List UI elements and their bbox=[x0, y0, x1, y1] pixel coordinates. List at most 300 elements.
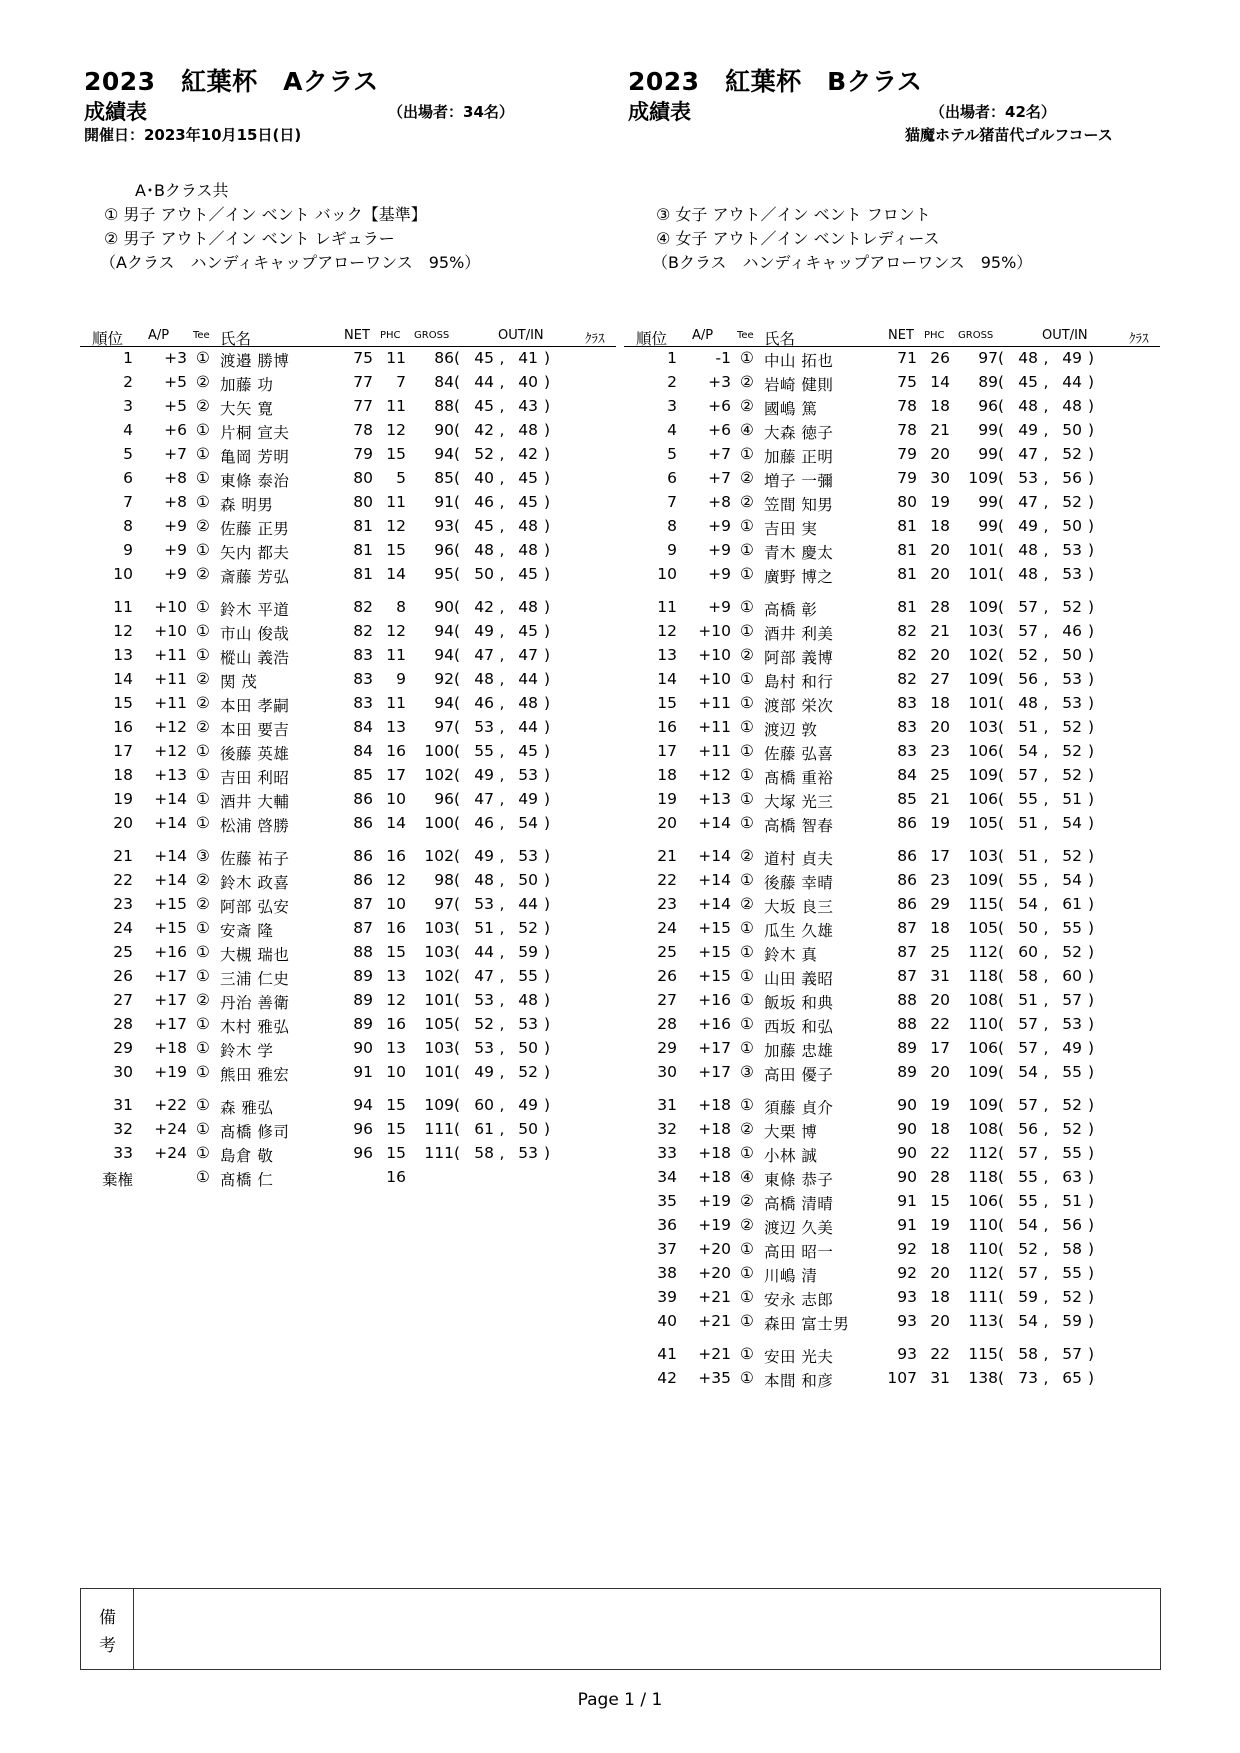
gross-cell: 96 bbox=[434, 790, 454, 808]
remarks-label bbox=[81, 1589, 134, 1669]
punctuation: ) bbox=[1088, 718, 1095, 736]
ap-cell: +21 bbox=[698, 1288, 731, 1306]
table-row bbox=[624, 1310, 1160, 1334]
gross-cell: 105 bbox=[968, 919, 998, 937]
table-row bbox=[624, 1367, 1160, 1391]
punctuation: ( bbox=[454, 1120, 461, 1138]
name-cell: 酒井 利美 bbox=[764, 625, 834, 643]
punctuation: ) bbox=[1088, 943, 1095, 961]
out-cell: 55 bbox=[1018, 1168, 1038, 1186]
in-cell: 52 bbox=[1062, 1120, 1082, 1138]
header-gross: GROSS bbox=[414, 330, 450, 341]
punctuation: , bbox=[499, 847, 505, 865]
tee-cell: ④ bbox=[740, 1168, 754, 1186]
gross-cell: 111 bbox=[424, 1120, 454, 1138]
in-cell: 57 bbox=[1062, 991, 1082, 1009]
net-cell: 83 bbox=[353, 694, 373, 712]
gross-cell: 103 bbox=[968, 718, 998, 736]
tee-cell: ① bbox=[740, 517, 754, 535]
gross-cell: 109 bbox=[968, 670, 998, 688]
ap-cell: +7 bbox=[164, 445, 187, 463]
rank-cell: 40 bbox=[657, 1312, 677, 1330]
gross-cell: 99 bbox=[978, 421, 998, 439]
in-cell: 53 bbox=[518, 1015, 538, 1033]
phc-cell: 18 bbox=[930, 919, 950, 937]
rank-cell: 24 bbox=[657, 919, 677, 937]
name-cell: 酒井 大輔 bbox=[220, 793, 290, 811]
ap-cell: +9 bbox=[164, 541, 187, 559]
phc-cell: 18 bbox=[930, 517, 950, 535]
punctuation: , bbox=[1043, 895, 1049, 913]
punctuation: , bbox=[1043, 421, 1049, 439]
punctuation: ) bbox=[1088, 919, 1095, 937]
punctuation: ) bbox=[1088, 1288, 1095, 1306]
tee-cell: ④ bbox=[740, 421, 754, 439]
out-cell: 53 bbox=[1018, 469, 1038, 487]
punctuation: ) bbox=[1088, 1345, 1095, 1363]
punctuation: ) bbox=[1088, 622, 1095, 640]
punctuation: ) bbox=[1088, 847, 1095, 865]
phc-cell: 19 bbox=[930, 1096, 950, 1114]
net-cell: 79 bbox=[897, 469, 917, 487]
in-cell: 52 bbox=[1062, 493, 1082, 511]
in-cell: 45 bbox=[518, 622, 538, 640]
rank-cell: 35 bbox=[657, 1192, 677, 1210]
name-cell: 加藤 正明 bbox=[764, 448, 834, 466]
punctuation: ( bbox=[454, 622, 461, 640]
in-cell: 49 bbox=[1062, 349, 1082, 367]
rank-cell: 7 bbox=[667, 493, 677, 511]
table-row bbox=[624, 419, 1160, 443]
out-cell: 48 bbox=[1018, 541, 1038, 559]
punctuation: , bbox=[499, 694, 505, 712]
punctuation: ) bbox=[1088, 1264, 1095, 1282]
rank-cell: 26 bbox=[657, 967, 677, 985]
ap-cell: +9 bbox=[164, 517, 187, 535]
gross-cell: 98 bbox=[434, 871, 454, 889]
notes-common: A･Bクラス共 bbox=[135, 181, 229, 200]
ap-cell: +18 bbox=[154, 1039, 187, 1057]
ap-cell: -1 bbox=[715, 349, 731, 367]
gross-cell: 113 bbox=[968, 1312, 998, 1330]
name-cell: 飯坂 和典 bbox=[764, 994, 834, 1012]
b-class-subtitle: 成績表 bbox=[628, 100, 691, 124]
net-cell: 92 bbox=[897, 1264, 917, 1282]
tee-cell: ① bbox=[740, 790, 754, 808]
out-cell: 73 bbox=[1018, 1369, 1038, 1387]
punctuation: , bbox=[499, 493, 505, 511]
table-row bbox=[624, 491, 1160, 515]
punctuation: ( bbox=[998, 598, 1005, 616]
out-cell: 45 bbox=[474, 517, 494, 535]
net-cell: 85 bbox=[897, 790, 917, 808]
table-row bbox=[80, 563, 616, 587]
name-cell: 矢内 都夫 bbox=[220, 544, 290, 562]
in-cell: 65 bbox=[1062, 1369, 1082, 1387]
out-cell: 53 bbox=[474, 991, 494, 1009]
rank-cell: 3 bbox=[123, 397, 133, 415]
out-cell: 58 bbox=[474, 1144, 494, 1162]
rank-cell: 21 bbox=[657, 847, 677, 865]
in-cell: 58 bbox=[1062, 1240, 1082, 1258]
gross-cell: 97 bbox=[434, 895, 454, 913]
header-tee: Tee bbox=[193, 330, 210, 341]
phc-cell: 15 bbox=[930, 1192, 950, 1210]
ap-cell: +11 bbox=[698, 742, 731, 760]
tee-cell: ① bbox=[740, 670, 754, 688]
rank-cell: 4 bbox=[667, 421, 677, 439]
name-cell: 髙橋 重裕 bbox=[764, 769, 834, 787]
ap-cell: +17 bbox=[698, 1039, 731, 1057]
out-cell: 60 bbox=[474, 1096, 494, 1114]
punctuation: ( bbox=[454, 718, 461, 736]
table-row bbox=[624, 668, 1160, 692]
out-cell: 53 bbox=[474, 1039, 494, 1057]
tee-cell: ① bbox=[196, 1096, 210, 1114]
punctuation: ) bbox=[544, 766, 551, 784]
table-row bbox=[80, 1061, 616, 1085]
name-cell: 片桐 宣夫 bbox=[220, 424, 290, 442]
table-row bbox=[624, 1166, 1160, 1190]
out-cell: 53 bbox=[474, 718, 494, 736]
out-cell: 55 bbox=[1018, 790, 1038, 808]
name-cell: 大塚 光三 bbox=[764, 793, 834, 811]
punctuation: , bbox=[499, 943, 505, 961]
net-cell: 83 bbox=[353, 646, 373, 664]
header-tee: Tee bbox=[737, 330, 754, 341]
punctuation: ( bbox=[998, 1264, 1005, 1282]
tee-cell: ② bbox=[196, 565, 210, 583]
in-cell: 53 bbox=[518, 1144, 538, 1162]
table-row bbox=[80, 812, 616, 836]
punctuation: ) bbox=[1088, 871, 1095, 889]
net-cell: 86 bbox=[897, 871, 917, 889]
rank-cell: 2 bbox=[667, 373, 677, 391]
punctuation: ( bbox=[998, 814, 1005, 832]
net-cell: 71 bbox=[897, 349, 917, 367]
punctuation: , bbox=[499, 718, 505, 736]
net-cell: 82 bbox=[897, 670, 917, 688]
table-row bbox=[80, 644, 616, 668]
name-cell: 阿部 弘安 bbox=[220, 898, 290, 916]
phc-cell: 25 bbox=[930, 766, 950, 784]
rank-cell: 41 bbox=[657, 1345, 677, 1363]
tee-cell: ① bbox=[196, 646, 210, 664]
net-cell: 77 bbox=[353, 397, 373, 415]
phc-cell: 11 bbox=[386, 694, 406, 712]
punctuation: ( bbox=[998, 790, 1005, 808]
phc-cell: 22 bbox=[930, 1015, 950, 1033]
punctuation: ( bbox=[998, 1168, 1005, 1186]
ap-cell: +10 bbox=[698, 670, 731, 688]
punctuation: , bbox=[499, 991, 505, 1009]
in-cell: 59 bbox=[518, 943, 538, 961]
punctuation: , bbox=[499, 790, 505, 808]
rank-cell: 12 bbox=[657, 622, 677, 640]
gross-cell: 112 bbox=[968, 943, 998, 961]
in-cell: 48 bbox=[1062, 397, 1082, 415]
punctuation: , bbox=[499, 742, 505, 760]
table-row bbox=[624, 371, 1160, 395]
tee-cell: ② bbox=[740, 493, 754, 511]
net-cell: 86 bbox=[897, 814, 917, 832]
tee-cell: ① bbox=[196, 598, 210, 616]
punctuation: , bbox=[499, 517, 505, 535]
punctuation: ) bbox=[1088, 397, 1095, 415]
rank-cell: 30 bbox=[657, 1063, 677, 1081]
punctuation: , bbox=[1043, 1120, 1049, 1138]
out-cell: 45 bbox=[1018, 373, 1038, 391]
gross-cell: 109 bbox=[968, 1096, 998, 1114]
net-cell: 82 bbox=[353, 598, 373, 616]
tee-notes-right bbox=[652, 203, 1032, 275]
phc-cell: 19 bbox=[930, 1216, 950, 1234]
gross-cell: 97 bbox=[434, 718, 454, 736]
out-cell: 52 bbox=[1018, 1240, 1038, 1258]
rank-cell: 1 bbox=[667, 349, 677, 367]
net-cell: 82 bbox=[897, 646, 917, 664]
net-cell: 83 bbox=[897, 742, 917, 760]
punctuation: , bbox=[499, 469, 505, 487]
table-row bbox=[624, 347, 1160, 371]
rank-cell: 23 bbox=[657, 895, 677, 913]
punctuation: , bbox=[1043, 670, 1049, 688]
tee-cell: ① bbox=[196, 766, 210, 784]
gross-cell: 112 bbox=[968, 1264, 998, 1282]
out-cell: 50 bbox=[1018, 919, 1038, 937]
tee-cell: ② bbox=[740, 469, 754, 487]
punctuation: ) bbox=[544, 694, 551, 712]
tee-cell: ① bbox=[740, 967, 754, 985]
punctuation: ) bbox=[1088, 1096, 1095, 1114]
net-cell: 81 bbox=[897, 565, 917, 583]
net-cell: 87 bbox=[897, 943, 917, 961]
rank-cell: 21 bbox=[113, 847, 133, 865]
gross-cell: 90 bbox=[434, 598, 454, 616]
header-rank: 順位 bbox=[92, 330, 124, 348]
header-class: ｸﾗｽ bbox=[1129, 332, 1149, 347]
name-cell: 廣野 博之 bbox=[764, 568, 834, 586]
phc-cell: 15 bbox=[386, 1144, 406, 1162]
phc-cell: 15 bbox=[386, 445, 406, 463]
table-row bbox=[624, 989, 1160, 1013]
net-cell: 88 bbox=[897, 991, 917, 1009]
header-out-in: OUT/IN bbox=[1042, 328, 1088, 343]
punctuation: ( bbox=[998, 694, 1005, 712]
table-row bbox=[624, 917, 1160, 941]
punctuation: ) bbox=[1088, 469, 1095, 487]
punctuation: ) bbox=[544, 919, 551, 937]
punctuation: ( bbox=[998, 1096, 1005, 1114]
phc-cell: 12 bbox=[386, 421, 406, 439]
punctuation: ( bbox=[998, 493, 1005, 511]
punctuation: ( bbox=[454, 646, 461, 664]
punctuation: , bbox=[1043, 541, 1049, 559]
phc-cell: 12 bbox=[386, 871, 406, 889]
rank-cell: 4 bbox=[123, 421, 133, 439]
punctuation: , bbox=[499, 565, 505, 583]
rank-cell: 10 bbox=[657, 565, 677, 583]
punctuation: ) bbox=[544, 814, 551, 832]
net-cell: 86 bbox=[353, 814, 373, 832]
gross-cell: 102 bbox=[424, 967, 454, 985]
gross-cell: 103 bbox=[968, 847, 998, 865]
gross-cell: 103 bbox=[424, 1039, 454, 1057]
punctuation: , bbox=[499, 871, 505, 889]
punctuation: , bbox=[1043, 397, 1049, 415]
net-cell: 91 bbox=[897, 1192, 917, 1210]
punctuation: ( bbox=[998, 469, 1005, 487]
net-cell: 87 bbox=[353, 895, 373, 913]
b-class-title: 2023 紅葉杯 Bクラス bbox=[628, 67, 923, 96]
gross-cell: 118 bbox=[968, 967, 998, 985]
out-cell: 57 bbox=[1018, 1015, 1038, 1033]
punctuation: ) bbox=[1088, 598, 1095, 616]
punctuation: ( bbox=[998, 1288, 1005, 1306]
in-cell: 49 bbox=[518, 790, 538, 808]
punctuation: ( bbox=[998, 1192, 1005, 1210]
a-class-results-table bbox=[80, 325, 616, 1190]
net-cell: 86 bbox=[353, 847, 373, 865]
venue: 猫魔ホテル猪苗代ゴルフコース bbox=[905, 126, 1113, 144]
punctuation: , bbox=[1043, 646, 1049, 664]
ap-cell: +15 bbox=[698, 919, 731, 937]
in-cell: 53 bbox=[1062, 541, 1082, 559]
rank-cell: 5 bbox=[123, 445, 133, 463]
tee-cell: ① bbox=[740, 814, 754, 832]
punctuation: ) bbox=[544, 742, 551, 760]
in-cell: 53 bbox=[1062, 1015, 1082, 1033]
out-cell: 58 bbox=[1018, 1345, 1038, 1363]
punctuation: , bbox=[1043, 1369, 1049, 1387]
punctuation: ( bbox=[998, 1369, 1005, 1387]
out-cell: 44 bbox=[474, 373, 494, 391]
remarks-box bbox=[80, 1588, 1161, 1670]
gross-cell: 102 bbox=[968, 646, 998, 664]
event-date: 開催日：2023年10月15日(日) bbox=[84, 126, 302, 144]
punctuation: ( bbox=[454, 1144, 461, 1162]
gross-cell: 115 bbox=[968, 895, 998, 913]
phc-cell: 9 bbox=[396, 670, 406, 688]
tee-cell: ① bbox=[740, 622, 754, 640]
gross-cell: 118 bbox=[968, 1168, 998, 1186]
gross-cell: 100 bbox=[424, 742, 454, 760]
punctuation: ) bbox=[544, 718, 551, 736]
ap-cell: +18 bbox=[698, 1168, 731, 1186]
table-row bbox=[80, 941, 616, 965]
out-cell: 54 bbox=[1018, 895, 1038, 913]
tee-cell: ② bbox=[740, 646, 754, 664]
gross-cell: 88 bbox=[434, 397, 454, 415]
out-cell: 53 bbox=[474, 895, 494, 913]
rank-cell: 19 bbox=[657, 790, 677, 808]
net-cell: 92 bbox=[897, 1240, 917, 1258]
net-cell: 90 bbox=[353, 1039, 373, 1057]
in-cell: 45 bbox=[518, 742, 538, 760]
punctuation: , bbox=[499, 541, 505, 559]
punctuation: , bbox=[1043, 373, 1049, 391]
punctuation: ) bbox=[1088, 1039, 1095, 1057]
tee-cell: ① bbox=[196, 967, 210, 985]
out-cell: 45 bbox=[474, 397, 494, 415]
gross-cell: 90 bbox=[434, 421, 454, 439]
rank-cell: 16 bbox=[657, 718, 677, 736]
punctuation: ( bbox=[454, 991, 461, 1009]
name-cell: 本田 孝嗣 bbox=[220, 697, 290, 715]
table-row bbox=[624, 1118, 1160, 1142]
ap-cell: +8 bbox=[708, 493, 731, 511]
gross-cell: 95 bbox=[434, 565, 454, 583]
punctuation: , bbox=[1043, 445, 1049, 463]
punctuation: , bbox=[1043, 814, 1049, 832]
ap-cell: +17 bbox=[154, 1015, 187, 1033]
phc-cell: 14 bbox=[930, 373, 950, 391]
punctuation: , bbox=[1043, 871, 1049, 889]
table-row bbox=[80, 1118, 616, 1142]
net-cell: 81 bbox=[897, 517, 917, 535]
ap-cell: +18 bbox=[698, 1144, 731, 1162]
punctuation: ( bbox=[998, 1039, 1005, 1057]
ap-cell: +14 bbox=[698, 814, 731, 832]
in-cell: 48 bbox=[518, 991, 538, 1009]
punctuation: ( bbox=[998, 847, 1005, 865]
rank-cell: 22 bbox=[113, 871, 133, 889]
out-cell: 58 bbox=[1018, 967, 1038, 985]
name-cell: 渡辺 敦 bbox=[764, 721, 818, 739]
punctuation: , bbox=[1043, 517, 1049, 535]
name-cell: 笠間 知男 bbox=[764, 496, 834, 514]
net-cell: 80 bbox=[353, 493, 373, 511]
net-cell: 79 bbox=[353, 445, 373, 463]
punctuation: ( bbox=[454, 766, 461, 784]
name-cell: 佐藤 弘喜 bbox=[764, 745, 834, 763]
note-line: ① 男子 アウト／イン ベント バック【基準】 bbox=[104, 205, 427, 224]
name-cell: 島村 和行 bbox=[764, 673, 834, 691]
b-class-entrants: （出場者：42名） bbox=[930, 103, 1056, 121]
tee-cell: ① bbox=[740, 1039, 754, 1057]
punctuation: ) bbox=[544, 847, 551, 865]
punctuation: , bbox=[499, 622, 505, 640]
rank-cell: 7 bbox=[123, 493, 133, 511]
in-cell: 53 bbox=[518, 766, 538, 784]
table-row bbox=[80, 917, 616, 941]
out-cell: 48 bbox=[474, 871, 494, 889]
rank-cell: 6 bbox=[667, 469, 677, 487]
punctuation: , bbox=[1043, 1288, 1049, 1306]
rank-cell: 42 bbox=[657, 1369, 677, 1387]
rank-cell: 1 bbox=[123, 349, 133, 367]
phc-cell: 7 bbox=[396, 373, 406, 391]
punctuation: ( bbox=[454, 445, 461, 463]
ap-cell: +35 bbox=[698, 1369, 731, 1387]
phc-cell: 25 bbox=[930, 943, 950, 961]
punctuation: , bbox=[499, 598, 505, 616]
tee-cell: ① bbox=[196, 1168, 210, 1186]
rank-cell: 18 bbox=[113, 766, 133, 784]
net-cell: 79 bbox=[897, 445, 917, 463]
gross-cell: 112 bbox=[968, 1144, 998, 1162]
out-cell: 46 bbox=[474, 493, 494, 511]
rank-cell: 11 bbox=[657, 598, 677, 616]
tee-cell: ① bbox=[740, 1096, 754, 1114]
out-cell: 52 bbox=[1018, 646, 1038, 664]
phc-cell: 20 bbox=[930, 445, 950, 463]
punctuation: ( bbox=[998, 1312, 1005, 1330]
tee-cell: ② bbox=[740, 1120, 754, 1138]
header-name: 氏名 bbox=[220, 330, 252, 348]
phc-cell: 15 bbox=[386, 943, 406, 961]
ap-cell: +22 bbox=[154, 1096, 187, 1114]
